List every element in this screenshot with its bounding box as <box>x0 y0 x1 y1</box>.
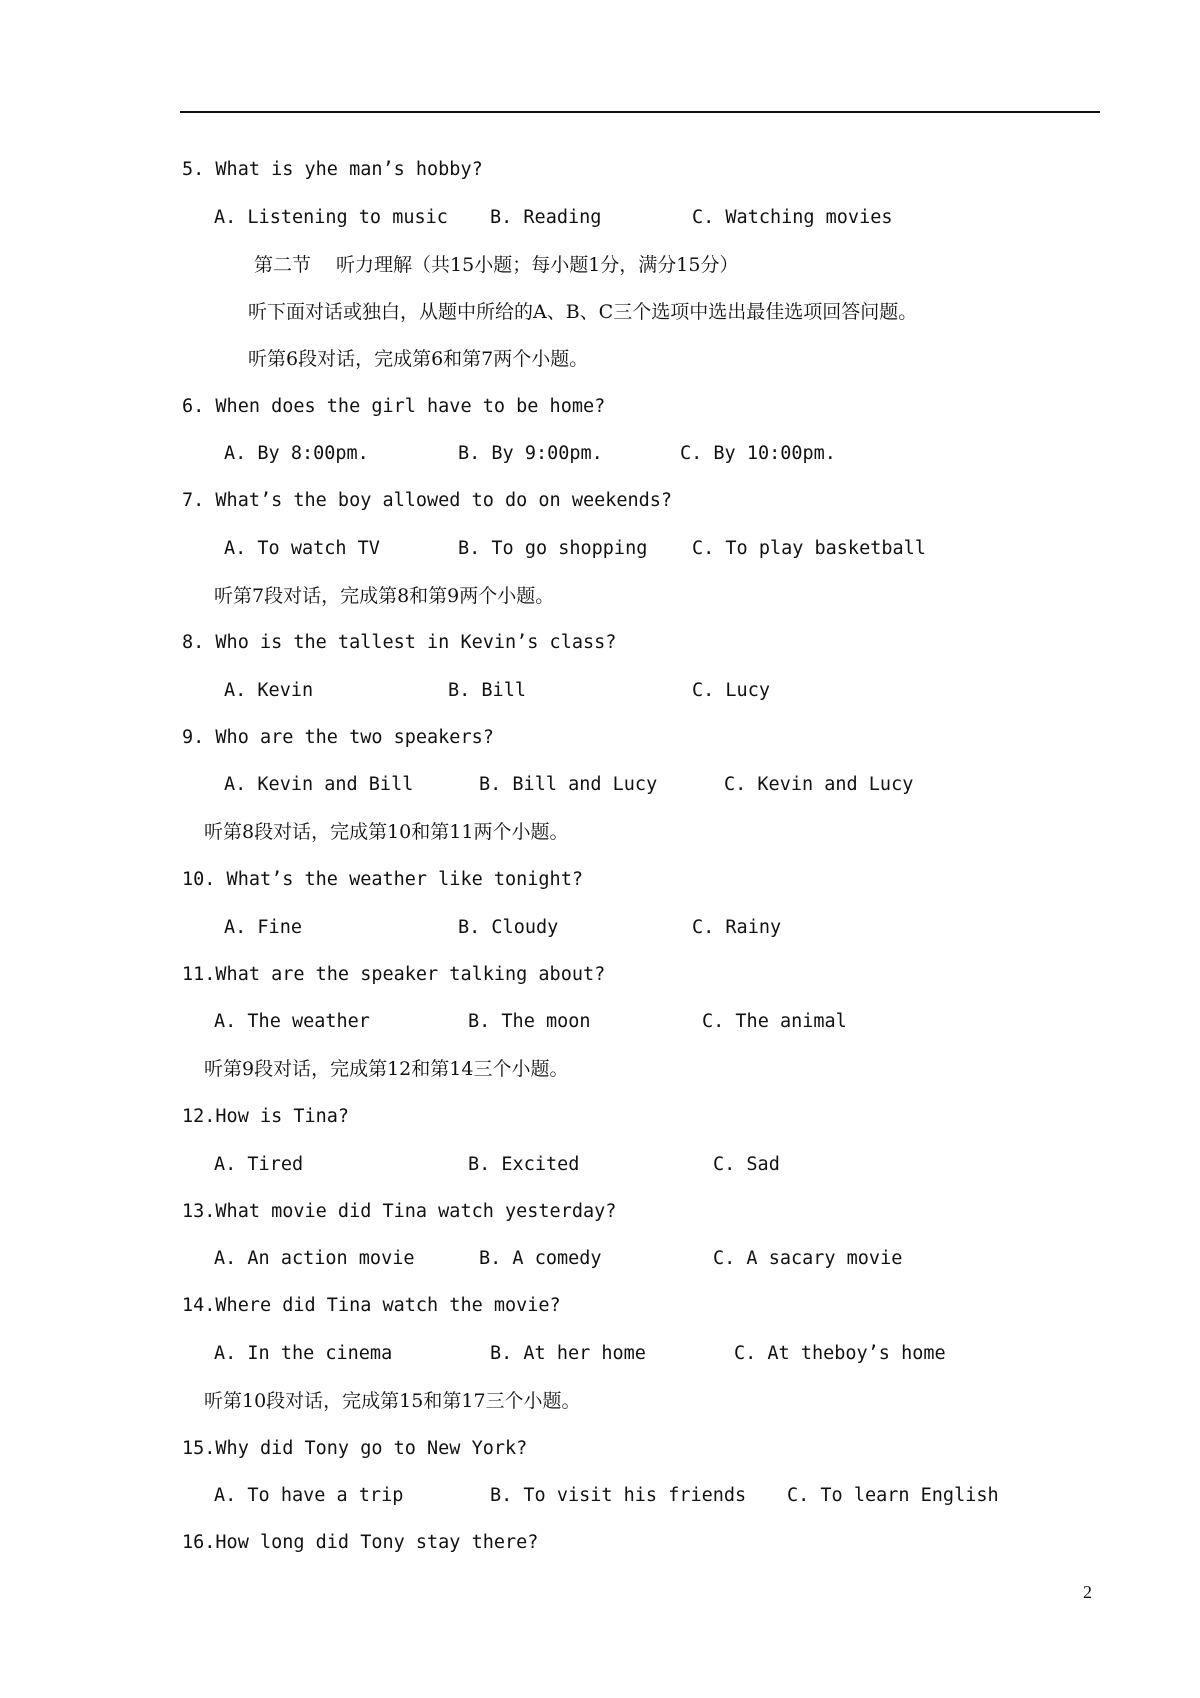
header-rule <box>180 111 1100 113</box>
q14-option-c: C. At theboy’s home <box>734 1343 946 1364</box>
question-9: 9. Who are the two speakers? <box>182 727 494 748</box>
q11-option-a: A. The weather <box>214 1011 370 1032</box>
q5-option-c: C. Watching movies <box>692 207 893 228</box>
question-6: 6. When does the girl have to be home? <box>182 396 606 417</box>
q15-option-b: B. To visit his friends <box>490 1485 747 1506</box>
question-13: 13.What movie did Tina watch yesterday? <box>182 1201 617 1222</box>
q7-option-b: B. To go shopping <box>458 538 648 559</box>
q9-option-b: B. Bill and Lucy <box>479 774 658 795</box>
section-2-title: 第二节 听力理解（共15小题；每小题1分，满分15分） <box>254 254 739 276</box>
q13-option-a: A. An action movie <box>214 1248 415 1269</box>
q9-option-a: A. Kevin and Bill <box>224 774 414 795</box>
q7-option-a: A. To watch TV <box>224 538 380 559</box>
section-2-instruction: 听下面对话或独白，从题中所给的A、B、C三个选项中选出最佳选项回答问题。 <box>248 301 918 323</box>
q10-option-b: B. Cloudy <box>458 917 559 938</box>
q10-option-a: A. Fine <box>224 917 302 938</box>
question-14: 14.Where did Tina watch the movie? <box>182 1295 561 1316</box>
q12-option-c: C. Sad <box>713 1154 780 1175</box>
q11-option-c: C. The animal <box>702 1011 847 1032</box>
question-15: 15.Why did Tony go to New York? <box>182 1438 528 1459</box>
q14-option-a: A. In the cinema <box>214 1343 393 1364</box>
question-5: 5. What is yhe man’s hobby? <box>182 159 483 180</box>
q6-option-b: B. By 9:00pm. <box>458 443 603 464</box>
question-12: 12.How is Tina? <box>182 1106 350 1127</box>
q8-option-b: B. Bill <box>448 680 526 701</box>
dialogue-8-heading: 听第8段对话，完成第10和第11两个小题。 <box>204 821 569 843</box>
q5-option-b: B. Reading <box>490 207 602 228</box>
question-11: 11.What are the speaker talking about? <box>182 964 606 985</box>
q5-option-a: A. Listening to music <box>214 207 448 228</box>
dialogue-7-heading: 听第7段对话，完成第8和第9两个小题。 <box>214 585 555 607</box>
q11-option-b: B. The moon <box>468 1011 591 1032</box>
q6-option-a: A. By 8:00pm. <box>224 443 369 464</box>
q14-option-b: B. At her home <box>490 1343 646 1364</box>
q15-option-c: C. To learn English <box>787 1485 999 1506</box>
q12-option-b: B. Excited <box>468 1154 580 1175</box>
q6-option-c: C. By 10:00pm. <box>680 443 836 464</box>
q10-option-c: C. Rainy <box>692 917 782 938</box>
q7-option-c: C. To play basketball <box>692 538 926 559</box>
dialogue-6-heading: 听第6段对话，完成第6和第7两个小题。 <box>248 348 589 370</box>
dialogue-10-heading: 听第10段对话，完成第15和第17三个小题。 <box>204 1390 581 1412</box>
q9-option-c: C. Kevin and Lucy <box>724 774 914 795</box>
q13-option-c: C. A sacary movie <box>713 1248 903 1269</box>
page-number: 2 <box>1083 1582 1092 1602</box>
question-7: 7. What’s the boy allowed to do on weekends? <box>182 490 673 511</box>
question-8: 8. Who is the tallest in Kevin’s class? <box>182 632 617 653</box>
q15-option-a: A. To have a trip <box>214 1485 404 1506</box>
q12-option-a: A. Tired <box>214 1154 304 1175</box>
q13-option-b: B. A comedy <box>479 1248 602 1269</box>
dialogue-9-heading: 听第9段对话，完成第12和第14三个小题。 <box>204 1058 569 1080</box>
q8-option-c: C. Lucy <box>692 680 770 701</box>
question-16: 16.How long did Tony stay there? <box>182 1532 539 1553</box>
question-10: 10. What’s the weather like tonight? <box>182 869 583 890</box>
q8-option-a: A. Kevin <box>224 680 314 701</box>
